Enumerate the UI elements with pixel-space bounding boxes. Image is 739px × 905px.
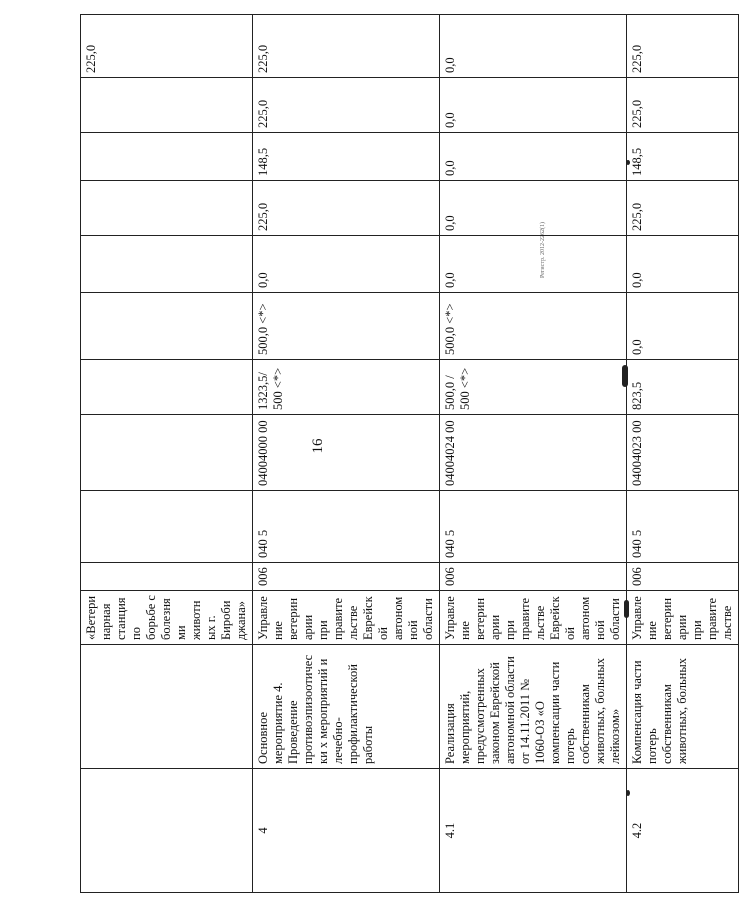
cell-v1: 823,5 <box>627 360 739 415</box>
cell-executor: «Ветеринарная станция по борьбе с болезнями животных г. Биробиджана» <box>81 591 253 645</box>
cell-v6: 225,0 <box>627 78 739 133</box>
cell-executor: Управление ветеринарии при правительстве Еврейской автономной области <box>440 591 627 645</box>
cell-v4: 0,0 <box>440 181 627 236</box>
cell-v4: 225,0 <box>627 181 739 236</box>
scan-speck <box>626 160 630 165</box>
scan-speck <box>622 365 628 387</box>
cell-name: Компенсация части потерь собственникам животных, больных <box>627 645 739 769</box>
cell-rz: 040 5 <box>440 491 627 563</box>
page-number: 16 <box>310 438 326 454</box>
budget-table <box>80 14 739 893</box>
cell-grbs <box>81 563 253 591</box>
cell-v5 <box>81 133 253 181</box>
cell-v6: 0,0 <box>440 78 627 133</box>
cell-num: 4 <box>253 769 440 893</box>
cell-v6 <box>81 78 253 133</box>
cell-v1 <box>81 360 253 415</box>
cell-rz <box>81 491 253 563</box>
cell-grbs: 006 <box>440 563 627 591</box>
cell-v7: 0,0 <box>440 15 627 78</box>
cell-csr: 04004000 00 <box>253 415 440 491</box>
cell-v4 <box>81 181 253 236</box>
cell-name: Основное мероприятие 4. Проведение противоэпизоотически х мероприятий и лечебно-профилактической работы <box>253 645 440 769</box>
cell-grbs: 006 <box>627 563 739 591</box>
table-row <box>627 15 739 893</box>
cell-num <box>81 769 253 893</box>
cell-v7: 225,0 <box>81 15 253 78</box>
cell-v2: 500,0 <*> <box>440 293 627 360</box>
cell-rz: 040 5 <box>627 491 739 563</box>
cell-v5: 148,5 <box>627 133 739 181</box>
cell-csr: 04004023 00 <box>627 415 739 491</box>
cell-v1: 500,0 / 500 <*> <box>440 360 627 415</box>
cell-num: 4.1 <box>440 769 627 893</box>
cell-v7: 225,0 <box>627 15 739 78</box>
registration-stamp: Регистр. 2012-2262(1) <box>540 222 546 278</box>
cell-v2: 500,0 <*> <box>253 293 440 360</box>
cell-rz: 040 5 <box>253 491 440 563</box>
cell-v3: 0,0 <box>253 236 440 293</box>
cell-v3: 0,0 <box>440 236 627 293</box>
cell-num: 4.2 <box>627 769 739 893</box>
cell-v1: 1323,5/ 500 <*> <box>253 360 440 415</box>
cell-v7: 225,0 <box>253 15 440 78</box>
scan-speck <box>624 600 629 618</box>
cell-v4: 225,0 <box>253 181 440 236</box>
table-row <box>253 15 440 893</box>
cell-v3 <box>81 236 253 293</box>
cell-v3: 0,0 <box>627 236 739 293</box>
rotated-table-container <box>80 15 734 893</box>
cell-v2 <box>81 293 253 360</box>
cell-v5: 148,5 <box>253 133 440 181</box>
table-row <box>81 15 253 893</box>
cell-executor: Управление ветеринарии при правительстве <box>627 591 739 645</box>
cell-csr: 04004024 00 <box>440 415 627 491</box>
cell-name: Реализация мероприятий, предусмотренных законом Еврейской автономной области от 14.11.2011 № 1060-ОЗ «О компенсации части потерь собственникам животных, больных лейкозом» <box>440 645 627 769</box>
cell-executor: Управление ветеринарии при правительстве Еврейской автономной области <box>253 591 440 645</box>
cell-v6: 225,0 <box>253 78 440 133</box>
cell-grbs: 006 <box>253 563 440 591</box>
table-row <box>440 15 627 893</box>
cell-v2: 0,0 <box>627 293 739 360</box>
cell-name <box>81 645 253 769</box>
cell-v5: 0,0 <box>440 133 627 181</box>
cell-csr <box>81 415 253 491</box>
scan-speck <box>626 790 630 796</box>
